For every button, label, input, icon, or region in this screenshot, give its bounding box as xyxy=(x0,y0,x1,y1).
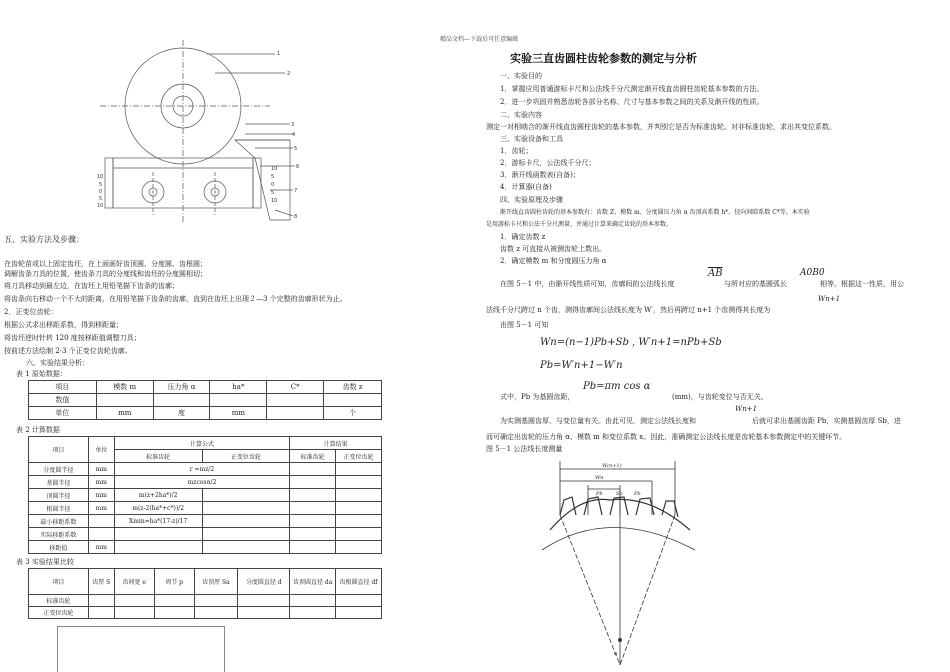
fig-label-sb: Sb xyxy=(616,491,623,497)
table3-result-comparison: 项目 齿厚 S 齿间宽 e 周节 p 齿顶厚 Sa 分度圆直径 d 齿顶圆直径 da 齿根圆直径 df 标准齿轮 正变位齿轮 xyxy=(28,568,382,619)
table2-calculated-data: 项目 单位 计算公式 计算结果 标准齿轮 正变位齿轮 标准齿轮 正变位齿轮 分度圆半径 mm r =mz/2 基圆半径 mm mzcosα/2 顶圆半径 mm m(z+2ha*)/2 根圆半径 mm m(z-2(ha*+c*))/2 最小移距系数 Xmin=ha*(17-z)/17 实际移距系数 移距值 mm xyxy=(28,436,382,554)
step-6: 根据公式求出移距系数，得到移距量； xyxy=(4,321,123,329)
a0b0-label: A0B0 xyxy=(800,268,825,278)
table2-caption: 表 2 计算数据 xyxy=(16,426,60,434)
purpose-1: 1．掌握应用普通游标卡尺和公法线千分尺测定渐开线直齿圆柱齿轮基本参数的方法。 xyxy=(500,85,764,93)
step-8: 按前述方法绘制 2-3 个正变位齿轮齿廓。 xyxy=(4,347,132,355)
step-z-text: 齿数 z 可直接从被测齿轮上数出。 xyxy=(500,245,607,253)
diagram-label-2: 2 xyxy=(287,71,291,77)
svg-text:10: 10 xyxy=(271,198,278,204)
diagram-label-7: 7 xyxy=(294,188,298,194)
svg-text:5: 5 xyxy=(271,174,275,180)
step-7: 将齿坯逆时针转 120 度按移距值调整刀具； xyxy=(4,334,141,342)
formula-pb: Pb=W′n+1−W′n xyxy=(540,360,623,371)
table1-raw-data: 项目 模数 m 压力角 α ha* C* 齿数 z 数值 单位 mm 度 mm 个 xyxy=(28,380,382,420)
sec3-title: 三、实验设备和工具 xyxy=(500,135,563,143)
sb-text-b: 后就可求出基圆齿距 Pb，实测基圆齿厚 Sb，进 xyxy=(752,417,901,425)
from-figure-text: 由图 5－1 可知 xyxy=(500,321,549,329)
gear-cutting-apparatus-diagram xyxy=(95,40,310,225)
scale-right-label: 10 xyxy=(271,166,278,172)
diagram-label-4: 4 xyxy=(292,132,296,138)
pb-note-text: (mm)，与齿轮变位与否无关。 xyxy=(672,393,768,401)
fig-label-pb-2: Pb xyxy=(634,491,641,497)
diagram-label-8: 8 xyxy=(294,214,298,220)
header-note: 精品文档---下载后可任意编辑 xyxy=(440,36,519,43)
section6-title: 六、实验结果分析： xyxy=(26,359,89,367)
principle-text-a: 在图 5－1 中，由渐开线性质可知，齿廓间的公法线长度 xyxy=(500,280,675,288)
figure-5-1-diagram xyxy=(540,455,710,670)
svg-text:0: 0 xyxy=(99,189,103,195)
svg-text:5: 5 xyxy=(271,190,275,196)
principle-text-b: 与所对应的基圆弧长 xyxy=(724,280,787,288)
ab-arc-label: $\overline{AB}$ xyxy=(708,268,723,279)
figure-caption: 图 5－1 公法线长度测量 xyxy=(486,445,563,453)
svg-text:0: 0 xyxy=(271,182,275,188)
sec1-title: 一、实验目的 xyxy=(500,72,542,80)
content-text: 测定一对相啮合的渐开线直齿圆柱齿轮的基本参数，并判别它是否为标准齿轮。对非标准齿轮，求出其变位系数。 xyxy=(486,123,836,131)
table3-caption: 表 3 实验结果比较 xyxy=(16,558,74,566)
wn1-label-2: Wn+1 xyxy=(735,405,758,413)
pb-def-text: 式中，Pb 为基圆齿距， xyxy=(500,393,575,401)
section5-title: 五、实验方法及步骤： xyxy=(4,235,84,244)
tool-4: 4．计算器(自备) xyxy=(500,183,552,191)
sb-text-a: 为实测基圆齿厚，与变位量有关。由此可见，测定公法线长度和 xyxy=(500,417,696,425)
svg-text:5: 5 xyxy=(99,196,103,202)
diagram-label-1: 1 xyxy=(277,51,281,57)
diagram-label-5: 5 xyxy=(294,146,298,152)
step-2: 调解齿条刀具的位置，使齿条刀具的分度线和齿坯的分度圆相切； xyxy=(4,270,207,278)
sec2-title: 二、实验内容 xyxy=(500,111,542,119)
tool-3: 3．渐开线函数表(自备)； xyxy=(500,171,580,179)
diagram-label-3: 3 xyxy=(291,122,295,128)
principle-text-d: 法线千分尺跨过 n 个齿，测得齿廓间公法线长度为 W′，然后再跨过 n+1 个齿测得其长度为 xyxy=(486,306,771,314)
principle-text-c: 相等。根据这一性质，用公 xyxy=(820,280,904,288)
scale-left-label: 10 xyxy=(97,174,104,180)
tool-2: 2．游标卡尺，公法线千分尺； xyxy=(500,159,596,167)
principle-line-2: 是用游标卡尺和公法千分尺测量，并通过计算来确定齿轮的基本参数。 xyxy=(486,221,673,228)
wn1-label: Wn+1 xyxy=(818,295,841,303)
principle-line-1: 渐开线直齿圆柱齿轮的基本参数有：齿数 Z、模数 m、分度圆压力角 α 齿顶高系数 h*、径向间隙系数 C*等。本实验 xyxy=(500,209,810,216)
formula-pb-pi: Pb=πm cos α xyxy=(583,381,651,392)
fig-label-alpha: α xyxy=(614,651,618,657)
fig-label-wn: Wn xyxy=(595,475,604,481)
page-title: 实验三直齿圆柱齿轮参数的测定与分析 xyxy=(510,52,697,65)
step-m-title: 2．确定模数 m 和分度圆压力角 α xyxy=(500,257,607,265)
blank-drawing-box xyxy=(57,626,225,672)
step-4: 将齿条向右移动一个不大的距离，在用铅笔描下齿条的齿廓，直到在齿坯上出现２—3 个完整的齿廓形状为止。 xyxy=(4,295,347,303)
step-1: 在齿轮苗或以上固定齿坯，在上面画好齿顶圆、分度圆、齿根圆； xyxy=(4,260,207,268)
step-z-title: 1．确定齿数 z xyxy=(500,233,546,241)
purpose-2: 2．进一步巩固并熟悉齿轮各部分名称、尺寸与基本参数之间的关系及渐开线的性质。 xyxy=(500,98,764,106)
svg-text:10: 10 xyxy=(97,203,104,209)
fig-label-pb: Pb xyxy=(596,491,603,497)
diagram-label-6: 6 xyxy=(296,164,300,170)
tool-1: 1．齿轮； xyxy=(500,147,533,155)
formula-wn: Wn=(n−1)Pb+Sb , W′n+1=nPb+Sb xyxy=(540,337,722,348)
sec4-title: 四、实验原理及步骤 xyxy=(500,196,563,204)
svg-text:5: 5 xyxy=(99,182,103,188)
step-5: 2．正变位齿轮： xyxy=(4,308,58,316)
step-3: 将刀具移动到最左边，在齿坯上用铅笔描下齿条的齿廓； xyxy=(4,282,179,290)
fig-label-wn1: W(n+1) xyxy=(602,463,622,469)
fig-gear-teeth xyxy=(560,497,678,517)
sb-text-c: 而可确定出齿轮的压力角 α、模数 m 和变位系数 x。因此，准确测定公法线长度是齿轮基本参数测定中的关键环节。 xyxy=(486,433,847,441)
table1-caption: 表 1 原始数据： xyxy=(16,370,67,378)
